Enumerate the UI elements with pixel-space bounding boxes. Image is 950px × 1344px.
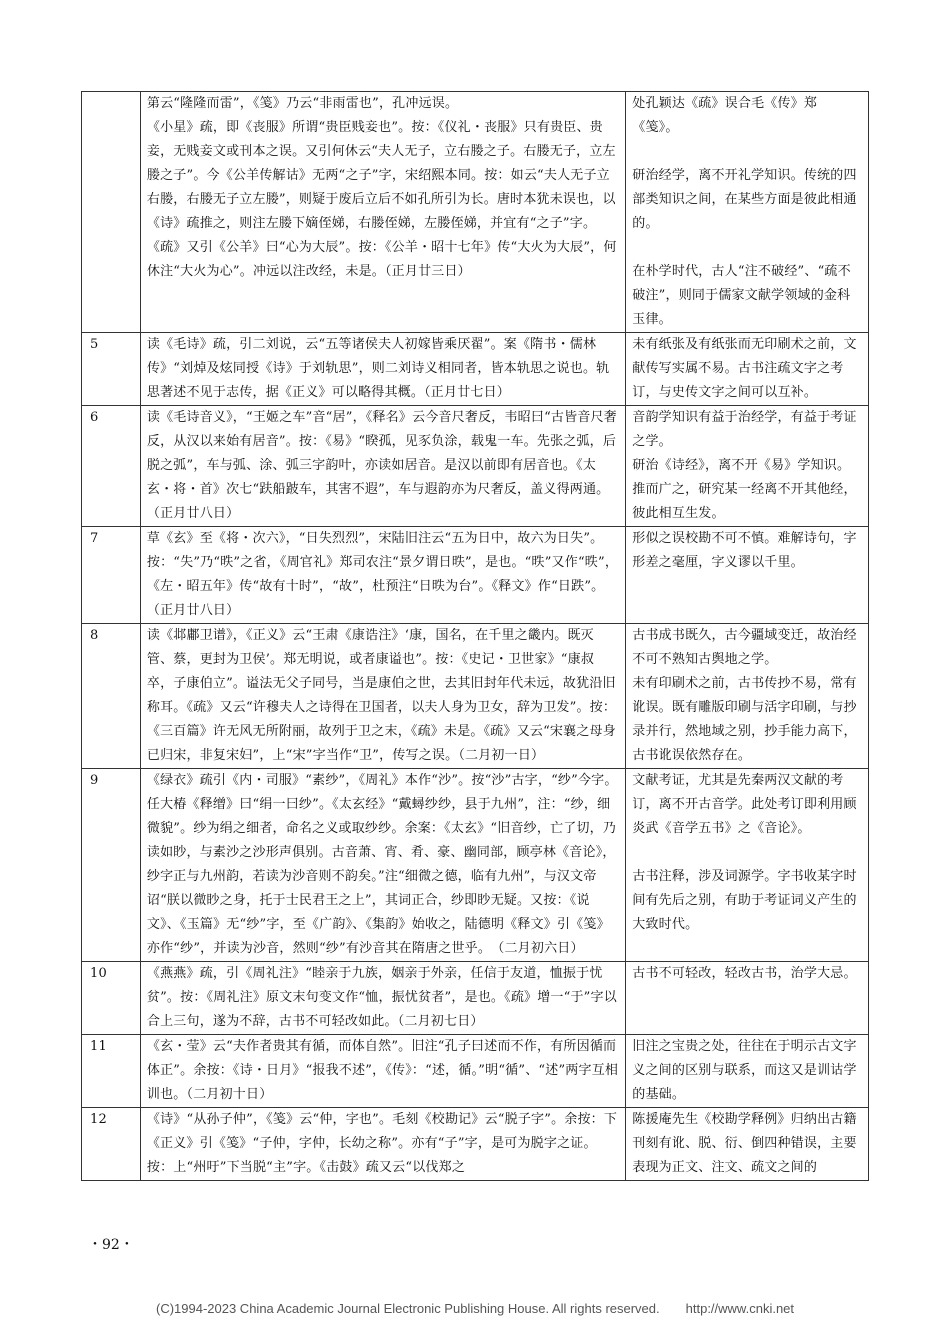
table-row: [82, 1035, 869, 1108]
table-row: [82, 769, 869, 962]
table-row: [82, 624, 869, 769]
entry-paragraph: 读《毛诗音义》，“王姬之车”音“居”，《释名》云今音尺奢反，韦昭曰“古皆音尺奢反，从汉以来始有居音”。按：《易》“睽孤，见豕负涂，载鬼一车。先张之弧，后脱之弧”，车与弧、涂、弧三字韵叶，亦读如居音。是汉以前即有居音也。《太玄・将・首》次七“趺船跛车，其害不遐”，车与遐韵亦为尺奢反，盖义得两通。（正月廿八日）: [146, 410, 617, 521]
table-row: [82, 1108, 869, 1181]
entry-paragraph: 《疏》又引《公羊》曰“心为大辰”。按：《公羊・昭十七年》传“大火为大辰”，何休注“大火为心”。冲远以注改经，未是。（正月廿三日）: [146, 240, 617, 279]
commentary-paragraph: 未有印刷术之前，古书传抄不易，常有讹误。既有雕版印刷与活字印刷，与抄录并行，然地域之别，抄手能力高下，古书讹误依然存在。: [632, 676, 857, 763]
commentary-paragraph: 古书注释，涉及词源学。字书收某字时间有先后之别，有助于考证词义产生的大致时代。: [632, 869, 857, 932]
entry-text: [140, 1108, 625, 1181]
entry-commentary: [626, 527, 869, 624]
commentary-paragraph: 在朴学时代，古人“注不破经”、“疏不破注”，则同于儒家文献学领域的金科玉律。: [632, 264, 851, 327]
table-body: [82, 92, 869, 1181]
entry-text: [140, 962, 625, 1035]
commentary-paragraph: 古书成书既久，古今疆域变迁，故治经不可不熟知古舆地之学。: [632, 628, 857, 667]
entry-number: 10: [82, 962, 141, 1035]
entry-commentary: [626, 962, 869, 1035]
page-number: ・92・: [88, 1237, 134, 1253]
paragraph-gap: [632, 236, 862, 260]
table-row: [82, 333, 869, 406]
entry-commentary: [626, 406, 869, 527]
entry-paragraph: 第云“隆隆而雷”，《笺》乃云“非雨雷也”，孔冲远误。: [146, 96, 459, 111]
entry-text: [140, 92, 625, 333]
entry-commentary: [626, 624, 869, 769]
table-row: [82, 406, 869, 527]
entry-paragraph: 草《玄》至《将・次六》，“日失烈烈”，宋陆旧注云“五为日中，故六为日失”。按：“失”乃“昳”之省，《周官礼》郑司农注“景夕谓日昳”，是也。“昳”又作“昳”，《左・昭五年》传“故有十时”，“故”，杜预注“日昳为台”。《释文》作“日跌”。（正月廿八日）: [146, 531, 619, 618]
entry-paragraph: 《绿衣》疏引《内・司服》“素纱”，《周礼》本作“沙”。按“沙”古字，“纱”今字。任大椿《释缯》曰“绢一曰纱”。《太玄经》“戴蟳纱纱，县于九州”，注：“纱，细微貌”。纱为绢之细者，命名之义或取纱纱。余案：《太玄》“旧音纱，亡了切，乃读如眇，与素沙之沙形声俱别。古音萧、宵、肴、豪、幽同部，顾亭林《音论》，纱字正与九州韵，若读为沙音则不韵矣。”注“细微之德，临有九州”，与汉文帝诏“朕以微眇之身，托于士民君王之上”，其词正合，纱即眇无疑。又按：《说文》、《玉篇》无“纱”字，至《广韵》、《集韵》始收之，陆德明《释文》引《笺》亦作“纱”，并读为沙音，然则“纱”有沙音其在隋唐之世乎。 （二月初六日）: [146, 773, 618, 956]
entry-commentary: [626, 1035, 869, 1108]
commentary-paragraph: 研治《诗经》，离不开《易》学知识。推而广之，研究某一经离不开其他经，彼此相互生发。: [632, 458, 857, 521]
entry-paragraph: 《玄・莹》云“夫作者贵其有循，而体自然”。旧注“孔子曰述而不作，有所因循而体正”。余按：《诗・日月》“报我不述”，《传》：“述，循。”明“循”、“述”两字互相训也。（二月初十日）: [146, 1039, 619, 1102]
table-row: [82, 92, 869, 333]
entry-commentary: [626, 92, 869, 333]
entry-text: [140, 769, 625, 962]
paragraph-gap: [632, 140, 862, 164]
commentary-paragraph: 研治经学，离不开礼学知识。传统的四部类知识之间，在某些方面是彼此相通的。: [632, 168, 857, 231]
entry-number: 8: [82, 624, 141, 769]
entry-number: 5: [82, 333, 141, 406]
copyright-footer: (C)1994-2023 China Academic Journal Electronic Publishing House. All rights reserved. http://www.cnki.net: [155, 1301, 795, 1316]
commentary-paragraph: 音韵学知识有益于治经学，有益于考证之学。: [632, 410, 857, 449]
entry-number: 9: [82, 769, 141, 962]
entry-paragraph: 《燕燕》疏，引《周礼注》“睦亲于九族，姻亲于外亲，任信于友道，恤振于忧贫”。按：《周礼注》原文末句变文作“恤，振忧贫者”，是也。《疏》增一“于”字以合上三句，遂为不辞，古书不可轻改如此。（二月初七日）: [146, 966, 617, 1029]
paragraph-gap: [632, 841, 862, 865]
entry-number: [82, 92, 141, 333]
entry-text: [140, 527, 625, 624]
entry-text: [140, 333, 625, 406]
commentary-paragraph: 形似之误校勘不可不慎。难解诗句，字形差之毫厘，字义谬以千里。: [632, 531, 857, 570]
commentary-paragraph: 旧注之宝贵之处，往往在于明示古文字义之间的区别与联系，而这又是训诂学的基础。: [632, 1039, 857, 1102]
commentary-paragraph: 处孔颖达《疏》误合毛《传》郑《笺》。: [632, 96, 818, 135]
commentary-paragraph: 古书不可轻改，轻改古书，治学大忌。: [632, 966, 857, 981]
entry-text: [140, 624, 625, 769]
entry-paragraph: 读《邶鄘卫谱》，《正义》云“王肃《康诰注》‘康，国名，在千里之畿内。既灭管、蔡，更封为卫侯’。郑无明说，或者康谥也”。按：《史记・卫世家》“康叔卒，子康伯立”。谥法无父子同号，当是康伯之世，去其旧封年代未远，故犹沿旧称耳。《疏》又云“许穆夫人之诗得在卫国者，以夫人身为卫女，辞为卫发”。按：《三百篇》许无风无所附丽，故列于卫之末，《疏》未是。《疏》又云“宋襄之母身已归宋，非复宋妇”，上“宋”字当作“卫”，传写之误。（二月初一日）: [146, 628, 617, 763]
entry-commentary: [626, 333, 869, 406]
entry-text: [140, 406, 625, 527]
entry-number: 7: [82, 527, 141, 624]
table-row: [82, 527, 869, 624]
entry-commentary: [626, 1108, 869, 1181]
content-table: [81, 91, 869, 1181]
entry-text: [140, 1035, 625, 1108]
table-row: [82, 962, 869, 1035]
commentary-paragraph: 陈援庵先生《校勘学释例》归纳出古籍刊刻有讹、脱、衍、倒四种错误，主要表现为正文、注文、疏文之间的: [632, 1112, 857, 1175]
commentary-paragraph: 未有纸张及有纸张而无印刷术之前，文献传写实属不易。古书注疏文字之考订，与史传文字之间可以互补。: [632, 337, 857, 400]
entry-number: 11: [82, 1035, 141, 1108]
entry-commentary: [626, 769, 869, 962]
entry-paragraph: 《诗》“从孙子仲”，《笺》云“仲，字也”。毛刻《校勘记》云“脱子字”。余按：下《正义》引《笺》“子仲，字仲，长幼之称”。亦有“子”字，是可为脱字之证。按：上“州吁”下当脱“主”字。《击鼓》疏又云“以伐郑之: [146, 1112, 618, 1175]
entry-paragraph: 《小星》疏，即《丧服》所谓“贵臣贱妾也”。按：《仪礼・丧服》只有贵臣、贵妾，无贱妾文或刊本之误。又引何休云“夫人无子，立右媵之子。右媵无子，立左媵之子”。今《公羊传解诂》无两“之子”字，宋绍熙本同。按：如云“夫人无子立右媵，右媵无子立左媵”，则疑于废后立后不如孔所引为长。唐时本犹未误也，以《诗》疏推之，则注左媵下嫡侄娣，右媵侄娣，左媵侄娣，并宜有“之子”字。: [146, 120, 616, 231]
entry-number: 12: [82, 1108, 141, 1181]
entry-paragraph: 读《毛诗》疏，引二刘说，云“五等诸侯夫人初嫁皆乘厌翟”。案《隋书・儒林传》“刘焯及炫同授《诗》于刘轨思”，则二刘诗义相同者，皆本轨思之说也。轨思著述不见于志传，据《正义》可以略得其概。（正月廿七日）: [146, 337, 610, 400]
commentary-paragraph: 文献考证，尤其是先秦两汉文献的考订，离不开古音学。此处考订即利用顾炎武《音学五书》之《音论》。: [632, 773, 857, 836]
entry-number: 6: [82, 406, 141, 527]
